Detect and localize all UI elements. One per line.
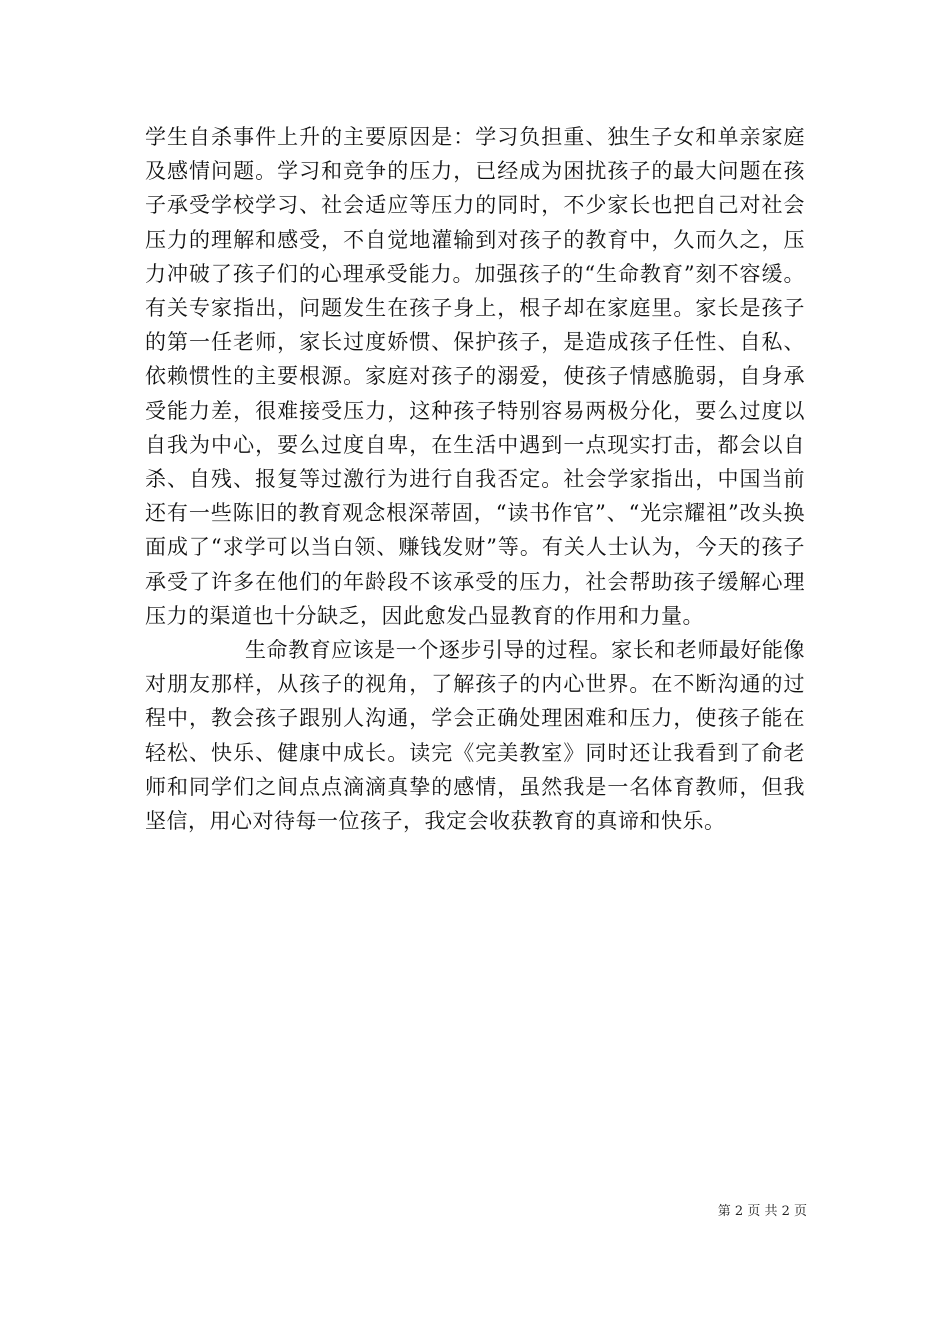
paragraph-2: 生命教育应该是一个逐步引导的过程。家长和老师最好能像对朋友那样，从孩子的视角，了解孩子的内心世界。在不断沟通的过程中，教会孩子跟别人沟通，学会正确处理困难和压力，使孩子能在轻松、快乐、健康中成长。读完《完美教室》同时还让我看到了俞老师和同学们之间点点滴滴真挚的感情，虽然我是一名体育教师，但我坚信，用心对待每一位孩子，我定会收获教育的真谛和快乐。 [145,638,805,834]
paragraph-1: 学生自杀事件上升的主要原因是：学习负担重、独生子女和单亲家庭及感情问题。学习和竞争的压力，已经成为困扰孩子的最大问题在孩子承受学校学习、社会适应等压力的同时，不少家长也把自己对社会压力的理解和感受，不自觉地灌输到对孩子的教育中，久而久之，压力冲破了孩子们的心理承受能力。加强孩子的“生命教育”刻不容缓。有关专家指出，问题发生在孩子身上，根子却在家庭里。家长是孩子的第一任老师，家长过度娇惯、保护孩子，是造成孩子任性、自私、依赖惯性的主要根源。家庭对孩子的溺爱，使孩子情感脆弱，自身承受能力差，很难接受压力，这种孩子特别容易两极分化，要么过度以自我为中心，要么过度自卑，在生活中遇到一点现实打击，都会以自杀、自残、报复等过激行为进行自我否定。社会学家指出，中国当前还有一些陈旧的教育观念根深蒂固，“读书作官”、“光宗耀祖”改头换面成了“求学可以当白领、赚钱发财”等。有关人士认为，今天的孩子承受了许多在他们的年龄段不该承受的压力，社会帮助孩子缓解心理压力的渠道也十分缺乏，因此愈发凸显教育的作用和力量。 [145,125,805,628]
page-number-footer: 第 2 页 共 2 页 [717,1204,807,1219]
body-text [145,120,805,838]
